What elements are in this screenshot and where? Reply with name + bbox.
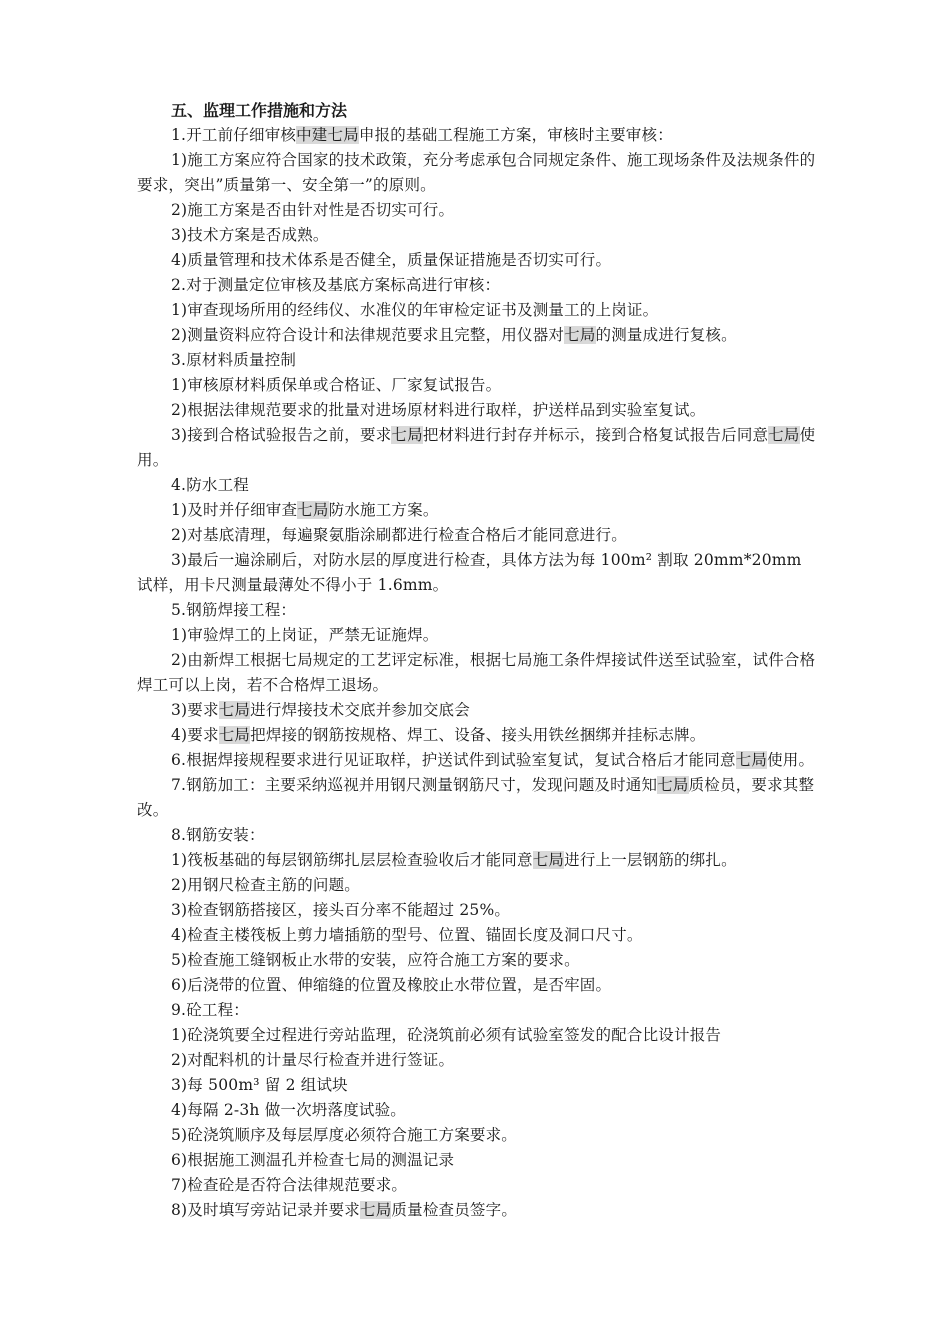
paragraph xyxy=(137,623,817,648)
paragraph-text: 3)要求 xyxy=(171,701,219,719)
paragraph xyxy=(137,1123,817,1148)
paragraph-text: 1.开工前仔细审核 xyxy=(171,126,297,144)
paragraph-text: 质量检查员签字。 xyxy=(391,1201,518,1219)
paragraph-text: 2)根据法律规范要求的批量对进场原材料进行取样，护送样品到实验室复试。 xyxy=(171,401,706,419)
paragraph-text: 4)要求 xyxy=(171,726,219,744)
paragraph xyxy=(137,773,817,823)
paragraph-text: 5)砼浇筑顺序及每层厚度必须符合施工方案要求。 xyxy=(171,1126,518,1144)
paragraph xyxy=(137,923,817,948)
paragraph-text: 8)及时填写旁站记录并要求 xyxy=(171,1201,361,1219)
paragraph xyxy=(137,423,817,473)
paragraph-text: 进行焊接技术交底并参加交底会 xyxy=(250,701,470,719)
paragraph xyxy=(137,823,817,848)
paragraph-text: 2)由新焊工根据七局规定的工艺评定标准，根据七局施工条件焊接试件送至试验室，试件合格焊工可以上岗，若不合格焊工退场。 xyxy=(137,651,816,694)
paragraph-text: 7.钢筋加工：主要采纳巡视并用钢尺测量钢筋尺寸，发现问题及时通知 xyxy=(171,776,658,794)
paragraph xyxy=(137,1148,817,1173)
paragraph xyxy=(137,998,817,1023)
highlighted-term: 七局 xyxy=(360,1201,392,1219)
paragraph xyxy=(137,298,817,323)
paragraph xyxy=(137,523,817,548)
paragraph xyxy=(137,348,817,373)
highlighted-term: 七局 xyxy=(564,326,596,344)
paragraph-text: 防水施工方案。 xyxy=(328,501,439,519)
paragraph xyxy=(137,373,817,398)
paragraph xyxy=(137,598,817,623)
highlighted-term: 七局 xyxy=(391,426,423,444)
paragraph-text: 5.钢筋焊接工程： xyxy=(171,601,297,619)
paragraph-text: 的测量成进行复核。 xyxy=(595,326,737,344)
paragraph-text: 6)后浇带的位置、伸缩缝的位置及橡胶止水带位置，是否牢固。 xyxy=(171,976,612,994)
paragraph-text: 使用。 xyxy=(767,751,815,769)
highlighted-term: 七局 xyxy=(657,776,689,794)
paragraph-text: 2)对基底清理，每遍聚氨脂涂刷都进行检查合格后才能同意进行。 xyxy=(171,526,627,544)
paragraph-text: 3)检查钢筋搭接区，接头百分率不能超过 25%。 xyxy=(171,901,511,919)
paragraph-text: 1)审查现场所用的经纬仪、水准仪的年审检定证书及测量工的上岗证。 xyxy=(171,301,659,319)
paragraph-text: 3.原材料质量控制 xyxy=(171,351,297,369)
paragraph-text: 5)检查施工缝钢板止水带的安装，应符合施工方案的要求。 xyxy=(171,951,580,969)
paragraph xyxy=(137,973,817,998)
paragraph xyxy=(137,1098,817,1123)
paragraph-text: 1)筏板基础的每层钢筋绑扎层层检查验收后才能同意 xyxy=(171,851,533,869)
paragraph-text: 2)施工方案是否由针对性是否切实可行。 xyxy=(171,201,455,219)
paragraph-text: 1)及时并仔细审查 xyxy=(171,501,298,519)
paragraph xyxy=(137,473,817,498)
paragraph-text: 1)砼浇筑要全过程进行旁站监理，砼浇筑前必须有试验室签发的配合比设计报告 xyxy=(171,1026,722,1044)
paragraph-text: 3)最后一遍涂刷后，对防水层的厚度进行检查，具体方法为每 100m² 割取 20mm*20mm 试样，用卡尺测量最薄处不得小于 1.6mm。 xyxy=(137,551,802,594)
paragraph-text: 4.防水工程 xyxy=(171,476,249,494)
highlighted-term: 中建七局 xyxy=(296,126,359,144)
paragraph xyxy=(137,848,817,873)
paragraph xyxy=(137,248,817,273)
paragraph-text: 使用。 xyxy=(137,426,816,469)
paragraph xyxy=(137,548,817,598)
paragraph-text: 3)技术方案是否成熟。 xyxy=(171,226,329,244)
paragraph xyxy=(137,648,817,698)
paragraph xyxy=(137,123,817,148)
paragraph xyxy=(137,898,817,923)
paragraph-text: 6)根据施工测温孔并检查七局的测温记录 xyxy=(171,1151,455,1169)
paragraph-text: 申报的基础工程施工方案，审核时主要审核： xyxy=(358,126,673,144)
paragraph-text: 2)用钢尺检查主筋的问题。 xyxy=(171,876,361,894)
paragraph-text: 2)对配料机的计量尽行检查并进行签证。 xyxy=(171,1051,455,1069)
paragraph-text: 2.对于测量定位审核及基底方案标高进行审核： xyxy=(171,276,501,294)
paragraph-text: 把焊接的钢筋按规格、焊工、设备、接头用铁丝捆绑并挂标志牌。 xyxy=(250,726,706,744)
paragraph xyxy=(137,148,817,198)
paragraph-text: 质检员，要求其整改。 xyxy=(137,776,815,819)
paragraph xyxy=(137,398,817,423)
paragraph xyxy=(137,1023,817,1048)
paragraph-text: 3)每 500m³ 留 2 组试块 xyxy=(171,1076,348,1094)
paragraph-text: 6.根据焊接规程要求进行见证取样，护送试件到试验室复试，复试合格后才能同意 xyxy=(171,751,736,769)
paragraph-text: 1)审核原材料质保单或合格证、厂家复试报告。 xyxy=(171,376,502,394)
paragraph xyxy=(137,273,817,298)
paragraph xyxy=(137,1073,817,1098)
paragraph xyxy=(137,948,817,973)
section-title: 五、监理工作措施和方法 xyxy=(171,101,348,120)
paragraph-text: 3)接到合格试验报告之前，要求 xyxy=(171,426,392,444)
paragraph xyxy=(137,698,817,723)
paragraph-text: 1)施工方案应符合国家的技术政策，充分考虑承包合同规定条件、施工现场条件及法规条件的要求，突出”质量第一、安全第一”的原则。 xyxy=(137,151,816,194)
paragraph-text: 7)检查砼是否符合法律规范要求。 xyxy=(171,1176,408,1194)
highlighted-term: 七局 xyxy=(218,701,251,719)
highlighted-term: 七局 xyxy=(768,426,800,444)
highlighted-term: 七局 xyxy=(735,751,768,769)
document-body xyxy=(137,98,817,1223)
paragraph xyxy=(137,198,817,223)
paragraph-text: 4)质量管理和技术体系是否健全，质量保证措施是否切实可行。 xyxy=(171,251,612,269)
paragraph xyxy=(137,1048,817,1073)
paragraph xyxy=(137,498,817,523)
paragraph-text: 8.钢筋安装： xyxy=(171,826,265,844)
paragraph-text: 进行上一层钢筋的绑扎。 xyxy=(564,851,737,869)
highlighted-term: 七局 xyxy=(532,851,565,869)
paragraph xyxy=(137,873,817,898)
highlighted-term: 七局 xyxy=(297,501,329,519)
paragraph-text: 把材料进行封存并标示，接到合格复试报告后同意 xyxy=(422,426,769,444)
paragraph xyxy=(137,1173,817,1198)
paragraph-text: 1)审验焊工的上岗证，严禁无证施焊。 xyxy=(171,626,439,644)
paragraph-text: 4)检查主楼筏板上剪力墙插筋的型号、位置、锚固长度及洞口尺寸。 xyxy=(171,926,643,944)
paragraph xyxy=(137,323,817,348)
paragraph xyxy=(137,748,817,773)
paragraph-list xyxy=(137,123,817,1223)
paragraph xyxy=(137,223,817,248)
highlighted-term: 七局 xyxy=(218,726,251,744)
paragraph-text: 2)测量资料应符合设计和法律规范要求且完整，用仪器对 xyxy=(171,326,565,344)
paragraph-text: 4)每隔 2-3h 做一次坍落度试验。 xyxy=(171,1101,407,1119)
paragraph-text: 9.砼工程： xyxy=(171,1001,249,1019)
paragraph xyxy=(137,1198,817,1223)
paragraph xyxy=(137,723,817,748)
